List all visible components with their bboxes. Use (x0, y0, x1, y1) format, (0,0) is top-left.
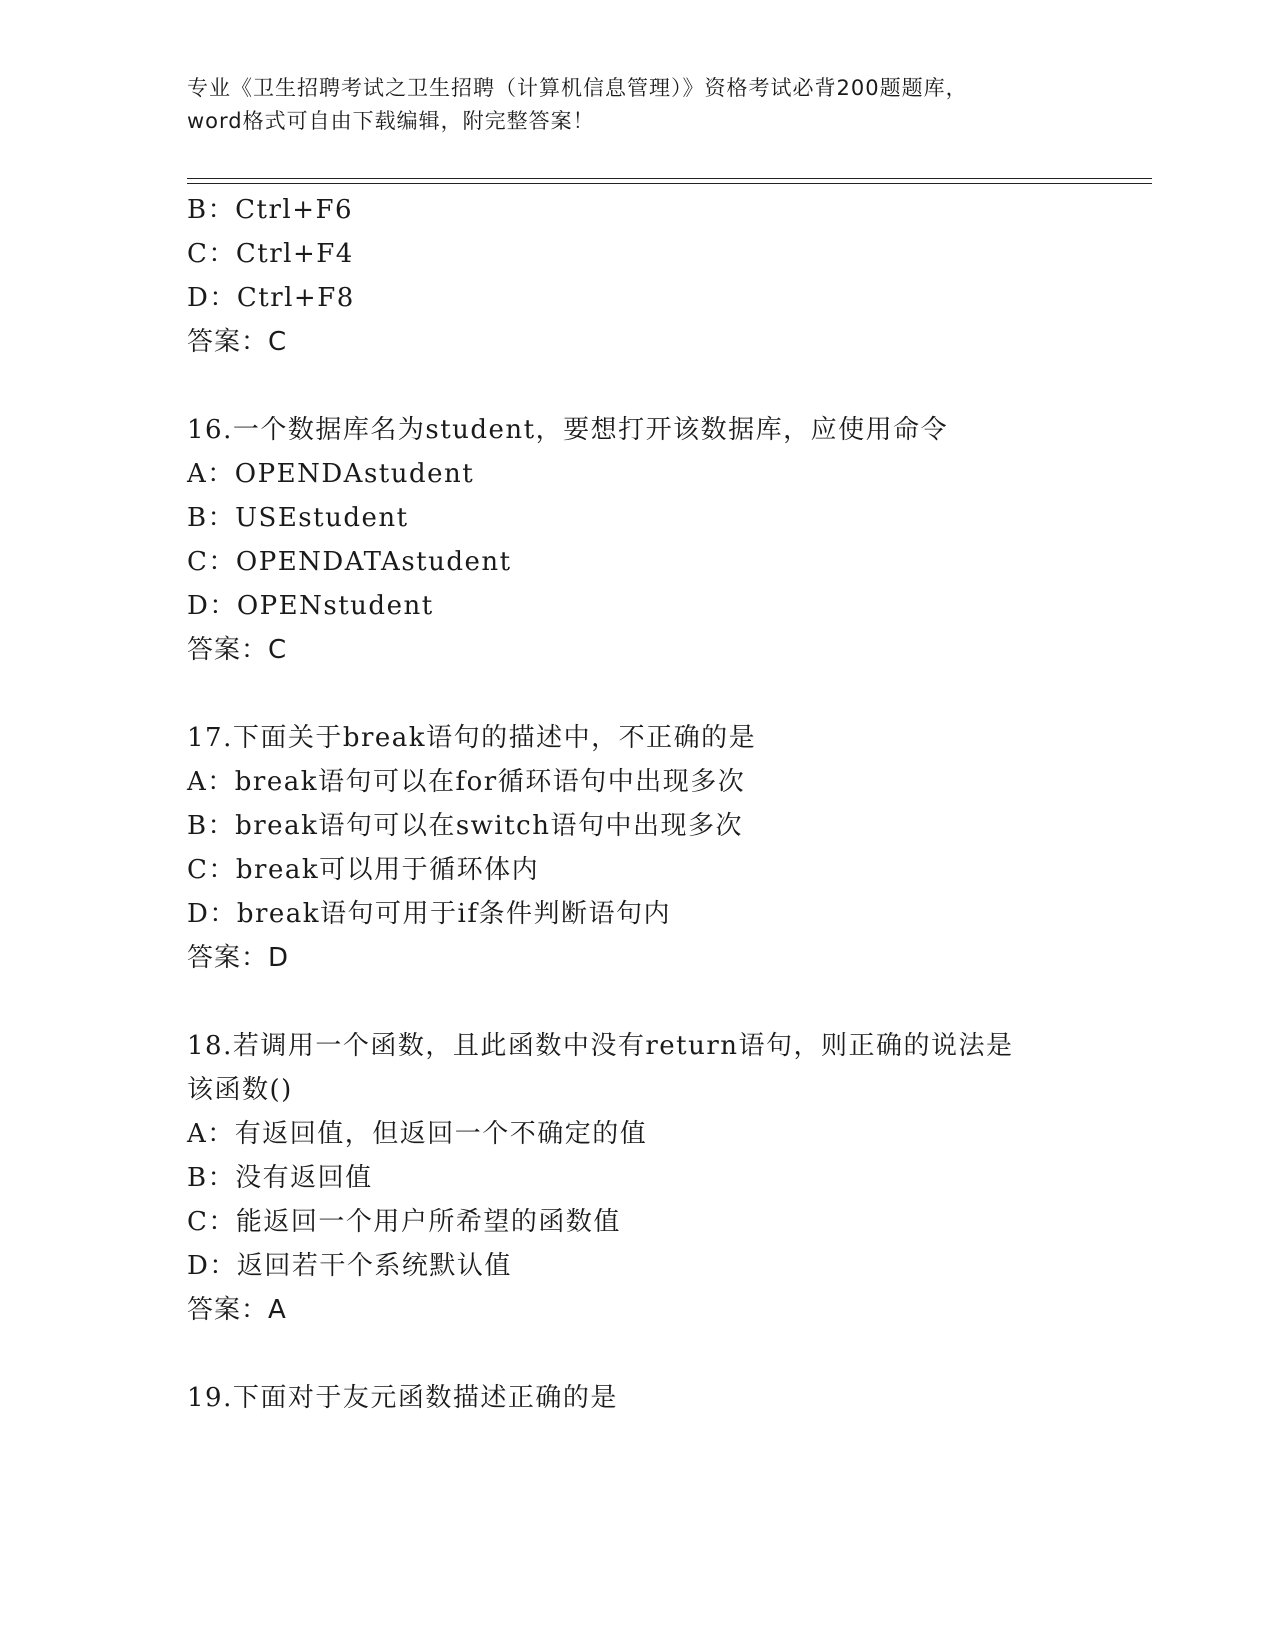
header-divider-bottom (187, 183, 1152, 184)
q18-option-c: C：能返回一个用户所希望的函数值 (187, 1207, 621, 1237)
q15-option-d: D：Ctrl+F8 (187, 283, 355, 313)
q18-answer: 答案：A (187, 1295, 287, 1325)
q15-option-b: B：Ctrl+F6 (187, 195, 354, 225)
q18-option-d: D：返回若干个系统默认值 (187, 1251, 512, 1281)
q18-stem-line-2: 该函数() (187, 1075, 293, 1105)
q16-option-d: D：OPENstudent (187, 591, 434, 621)
q17-option-c: C：break可以用于循环体内 (187, 855, 540, 885)
q17-stem: 17.下面关于break语句的描述中，不正确的是 (187, 723, 757, 753)
q17-option-b: B：break语句可以在switch语句中出现多次 (187, 811, 743, 841)
q16-option-c: C：OPENDATAstudent (187, 547, 512, 577)
header-title-line-2: word格式可自由下载编辑，附完整答案！ (187, 109, 595, 133)
header-divider-top (187, 178, 1152, 179)
q17-option-a: A：break语句可以在for循环语句中出现多次 (187, 767, 746, 797)
q15-answer: 答案：C (187, 327, 288, 357)
q15-option-c: C：Ctrl+F4 (187, 239, 354, 269)
q17-answer: 答案：D (187, 943, 290, 973)
q18-option-b: B：没有返回值 (187, 1163, 373, 1193)
q17-option-d: D：break语句可用于if条件判断语句内 (187, 899, 671, 929)
q16-option-a: A：OPENDAstudent (187, 459, 475, 489)
q16-answer: 答案：C (187, 635, 288, 665)
header-title-line-1: 专业《卫生招聘考试之卫生招聘（计算机信息管理）》资格考试必背200题题库， (187, 76, 968, 100)
q16-stem: 16.一个数据库名为student，要想打开该数据库，应使用命令 (187, 415, 949, 445)
q19-stem: 19.下面对于友元函数描述正确的是 (187, 1383, 618, 1413)
q16-option-b: B：USEstudent (187, 503, 409, 533)
q18-option-a: A：有返回值，但返回一个不确定的值 (187, 1119, 648, 1149)
document-header (187, 72, 1087, 138)
q18-stem-line-1: 18.若调用一个函数，且此函数中没有return语句，则正确的说法是 (187, 1031, 1014, 1061)
